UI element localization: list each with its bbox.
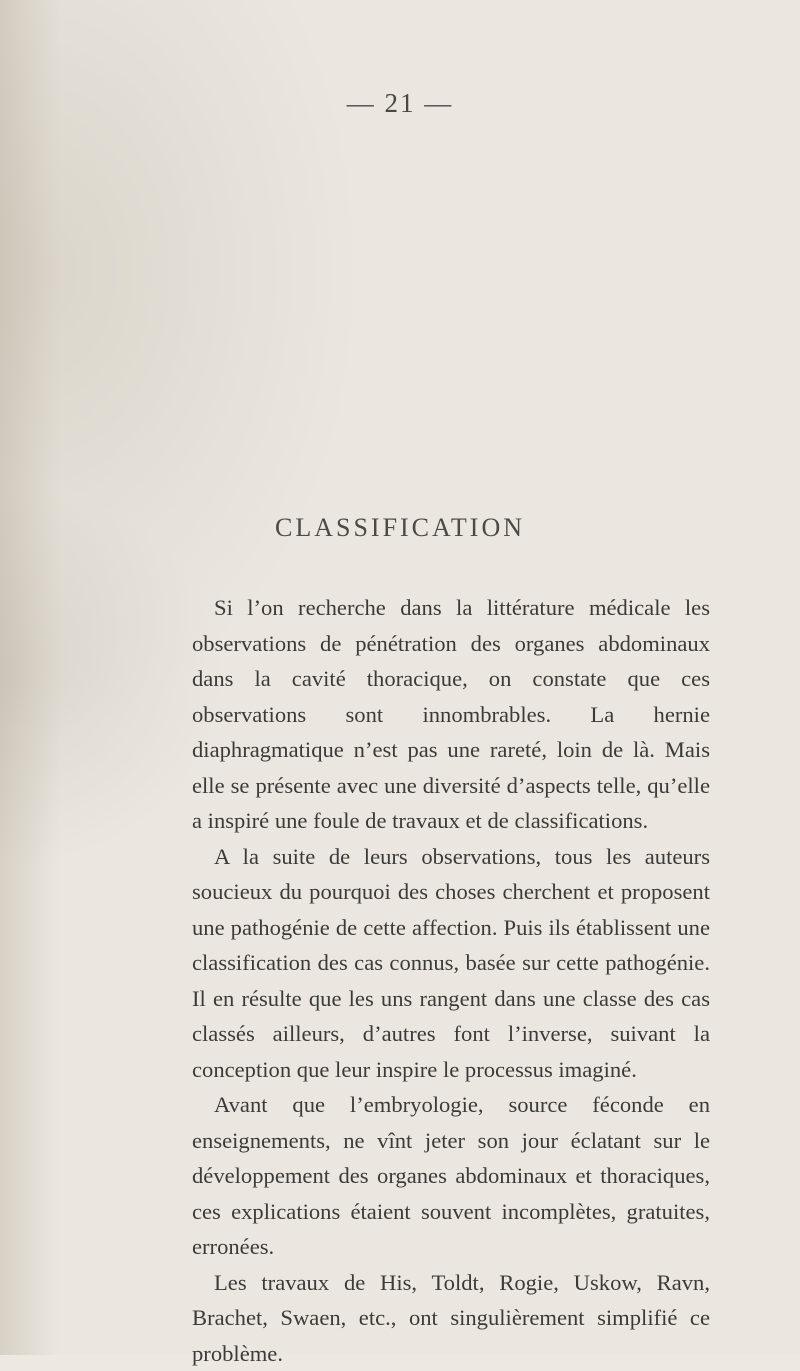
paragraph: Avant que l’embryologie, source féconde en enseignements, ne vînt jeter son jour éclatant sur le développement des organes abdominaux et thoraciques, ces explications étaient souvent incomplètes, gratuites, erronées.: [192, 1087, 710, 1265]
body-text: [192, 590, 710, 1371]
section-title: CLASSIFICATION: [0, 513, 800, 543]
paragraph: Si l’on recherche dans la littérature médicale les observations de pénétration des organes abdominaux dans la cavité thoracique, on constate que ces observations sont innombrables. La hernie diaphragmatique n’est pas une rareté, loin de là. Mais elle se présente avec une diversité d’aspects telle, qu’elle a inspiré une foule de travaux et de classifications.: [192, 590, 710, 839]
paragraph: Les travaux de His, Toldt, Rogie, Uskow, Ravn, Brachet, Swaen, etc., ont singulièrement simplifié ce problème.: [192, 1265, 710, 1371]
page-number: — 21 —: [0, 88, 800, 119]
paragraph: A la suite de leurs observations, tous les auteurs soucieux du pourquoi des choses cherchent et proposent une pathogénie de cette affection. Puis ils établissent une classification des cas connus, basée sur cette pathogénie. Il en résulte que les uns rangent dans une classe des cas classés ailleurs, d’autres font l’inverse, suivant la conception que leur inspire le processus imaginé.: [192, 839, 710, 1088]
